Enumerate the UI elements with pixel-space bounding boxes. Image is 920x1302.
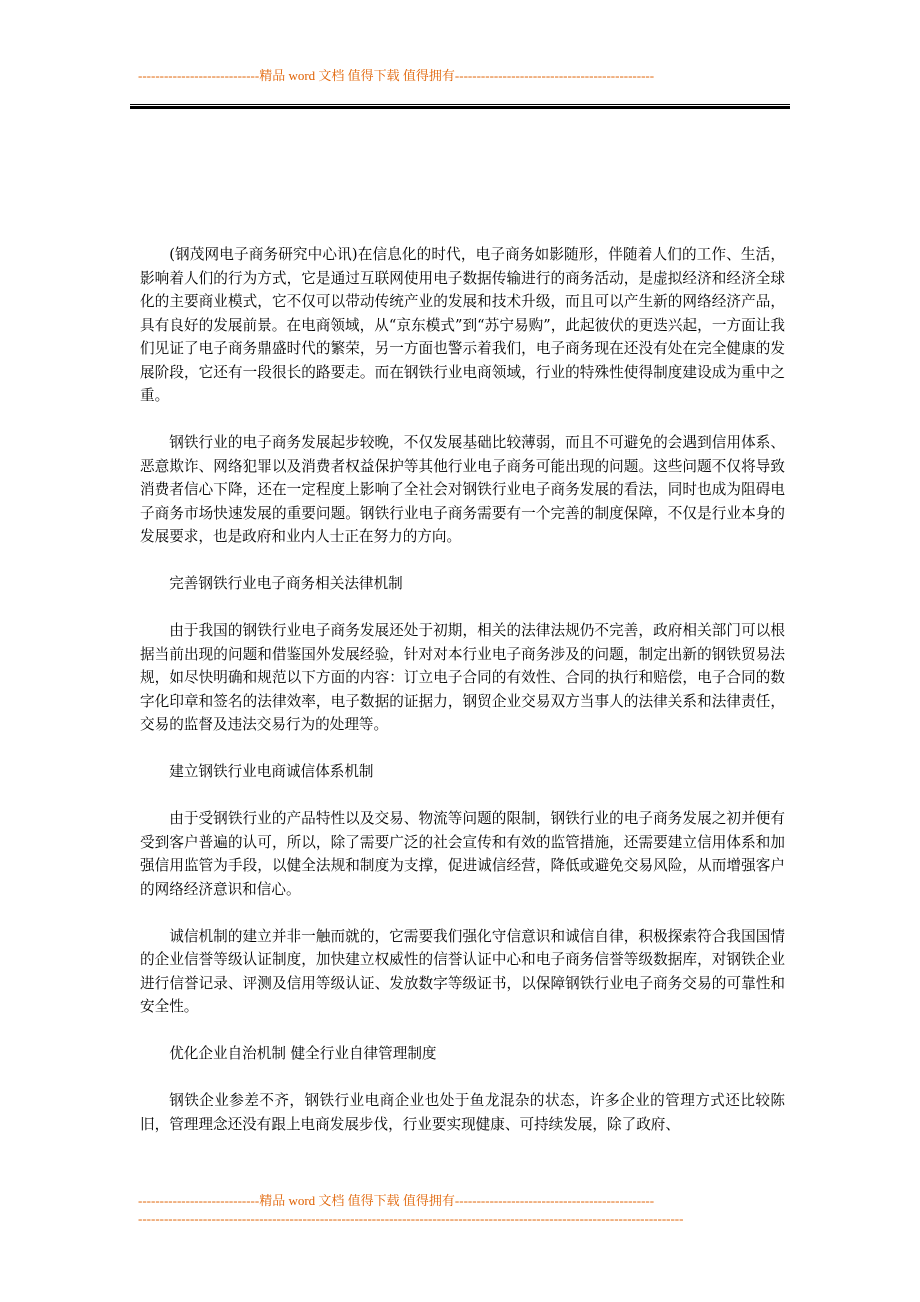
document-body — [140, 243, 785, 1160]
body-paragraph: 诚信机制的建立并非一触而就的，它需要我们强化守信意识和诚信自律，积极探索符合我国国情的企业信誉等级认证制度，加快建立权威性的信誉认证中心和电子商务信誉等级数据库，对钢铁企业进行信誉记录、评测及信用等级认证、发放数字等级证书，以保障钢铁行业电子商务交易的可靠性和安全性。 — [140, 927, 785, 1015]
section-heading: 完善钢铁行业电子商务相关法律机制 — [169, 575, 403, 592]
header-banner: ----------------------------精品 word 文档 值得下载 值得拥有---------------------------------------------- — [138, 68, 655, 83]
body-paragraph: 由于我国的钢铁行业电子商务发展还处于初期，相关的法律法规仍不完善，政府相关部门可以根据当前出现的问题和借鉴国外发展经验，针对对本行业电子商务涉及的问题，制定出新的钢铁贸易法规，如尽快明确和规范以下方面的内容：订立电子合同的有效性、合同的执行和赔偿，电子合同的数字化印章和签名的法律效率，电子数据的证据力，钢贸企业交易双方当事人的法律关系和法律责任，交易的监督及违法交易行为的处理等。 — [140, 622, 785, 733]
body-paragraph: (钢茂网电子商务研究中心讯)在信息化的时代，电子商务如影随形，伴随着人们的工作、生活，影响着人们的行为方式，它是通过互联网使用电子数据传输进行的商务活动，是虚拟经济和经济全球化的主要商业模式，它不仅可以带动传统产业的发展和技术升级，而且可以产生新的网络经济产品，具有良好的发展前景。在电商领域，从“京东模式”到“苏宁易购”，此起彼伏的更迭兴起，一方面让我们见证了电子商务鼎盛时代的繁荣，另一方面也警示着我们，电子商务现在还没有处在完全健康的发展阶段，它还有一段很长的路要走。而在钢铁行业电商领域，行业的特殊性使得制度建设成为重中之重。 — [140, 246, 785, 404]
body-paragraph: 由于受钢铁行业的产品特性以及交易、物流等问题的限制，钢铁行业的电子商务发展之初并便有受到客户普遍的认可，所以，除了需要广泛的社会宣传和有效的监管措施，还需要建立信用体系和加强信用监管为手段，以健全法规和制度为支撑，促进诚信经营，降低或避免交易风险，从而增强客户的网络经济意识和信心。 — [140, 810, 785, 898]
body-paragraph: 钢铁行业的电子商务发展起步较晚，不仅发展基础比较薄弱，而且不可避免的会遇到信用体系、恶意欺诈、网络犯罪以及消费者权益保护等其他行业电子商务可能出现的问题。这些问题不仅将导致消费者信心下降，还在一定程度上影响了全社会对钢铁行业电子商务发展的看法，同时也成为阻碍电子商务市场快速发展的重要问题。钢铁行业电子商务需要有一个完善的制度保障，不仅是行业本身的发展要求，也是政府和业内人士正在努力的方向。 — [140, 434, 785, 545]
section-heading: 优化企业自治机制 健全行业自律管理制度 — [169, 1045, 437, 1062]
body-paragraph: 钢铁企业参差不齐，钢铁行业电商企业也处于鱼龙混杂的状态，许多企业的管理方式还比较陈旧，管理理念还没有跟上电商发展步伐，行业要实现健康、可持续发展，除了政府、 — [140, 1092, 785, 1133]
section-heading: 建立钢铁行业电商诚信体系机制 — [169, 763, 374, 780]
footer-banner: ----------------------------精品 word 文档 值得下载 值得拥有---------------------------------------------- — [138, 1193, 655, 1208]
header-rule — [130, 104, 790, 109]
footer-dash-line: ------------------------------------------------------------------------------------------------------------------------------ — [138, 1211, 684, 1226]
